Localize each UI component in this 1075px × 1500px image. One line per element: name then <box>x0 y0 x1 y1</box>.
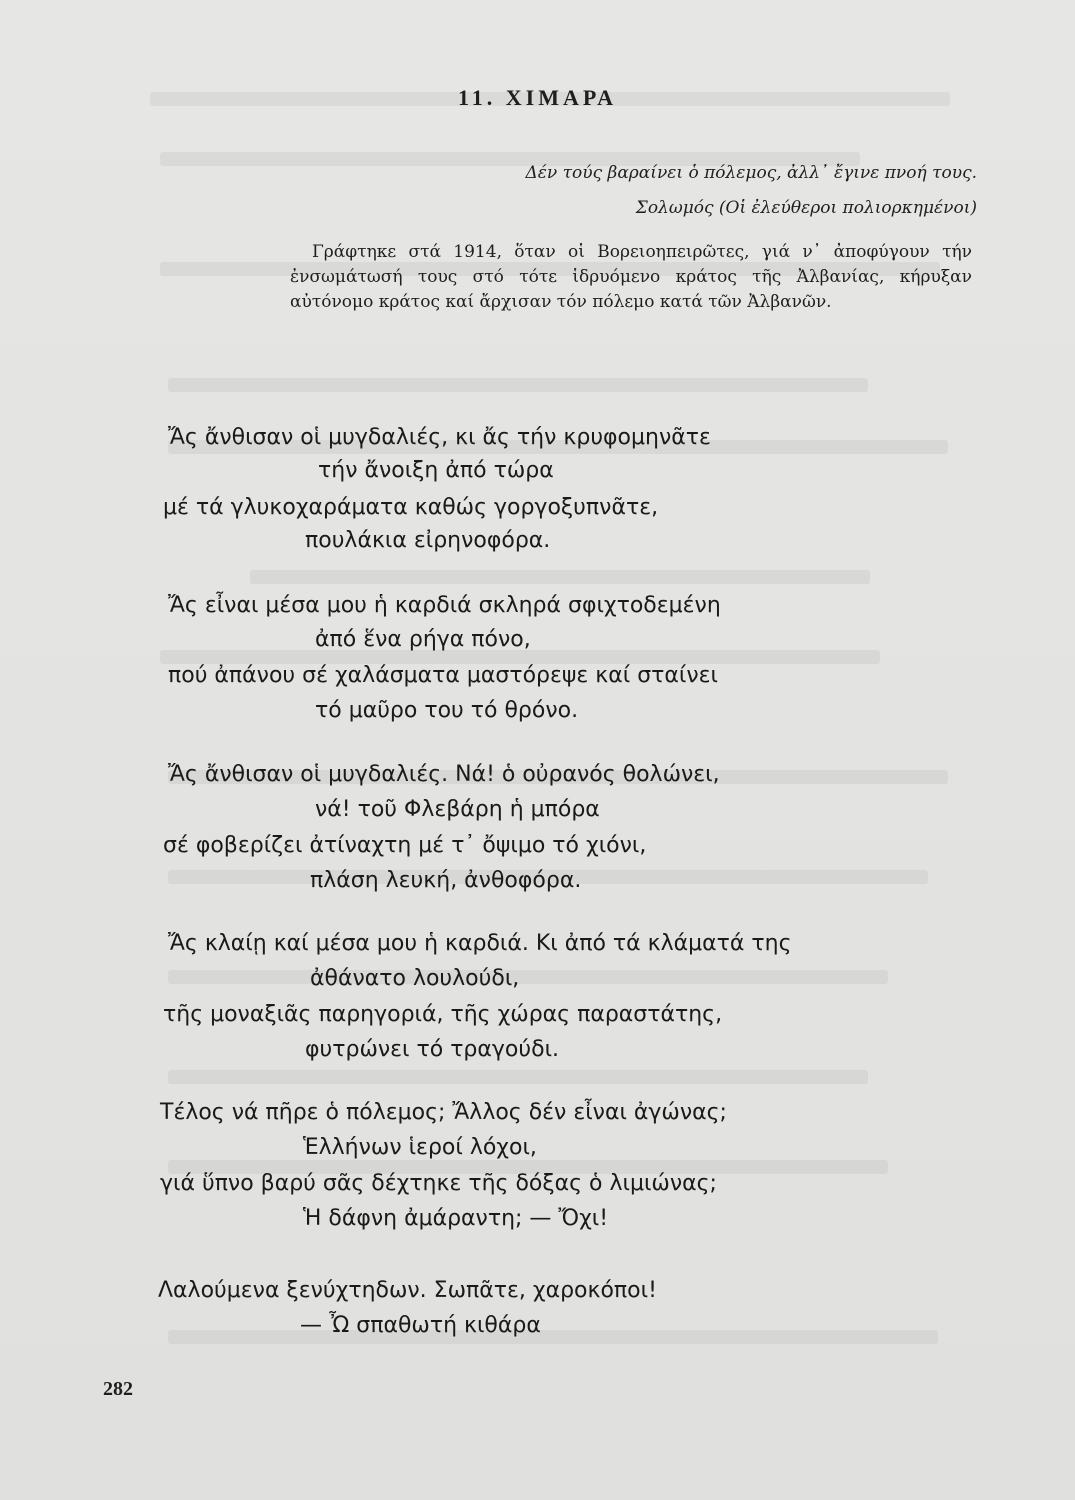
poem-line: — Ὦ σπαθωτή κιθάρα <box>300 1313 541 1338</box>
epigraph-source: Σολωμός (Οἱ ἐλεύθεροι πολιορκημένοι) <box>635 198 977 218</box>
poem-line: πουλάκια εἰρηνοφόρα. <box>305 528 551 553</box>
poem-line: τήν ἄνοιξη ἀπό τώρα <box>318 458 554 483</box>
poem-line: Ἡ δάφνη ἀμάραντη; — Ὄχι! <box>303 1206 609 1231</box>
chapter-title: ΧΙΜΑΡΑ <box>505 85 617 110</box>
poem-line: μέ τά γλυκοχαράματα καθώς γοργοξυπνᾶτε, <box>163 495 659 520</box>
poem-line: Ἑλλήνων ἱεροί λόχοι, <box>303 1135 537 1160</box>
chapter-number: 11. <box>458 85 497 110</box>
poem-line: Ἄς ἄνθισαν οἱ μυγδαλιές. Νά! ὁ οὐρανός θολώνει, <box>168 762 720 787</box>
poem-line: φυτρώνει τό τραγούδι. <box>305 1037 560 1062</box>
poem-line: Ἄς ἄνθισαν οἱ μυγδαλιές, κι ἄς τήν κρυφομηνᾶτε <box>168 425 711 450</box>
poem-line: τῆς μοναξιᾶς παρηγοριά, τῆς χώρας παραστάτης, <box>163 1002 723 1027</box>
poem-line: ἀπό ἕνα ρήγα πόνο, <box>315 627 531 652</box>
poem-line: Ἄς εἶναι μέσα μου ἡ καρδιά σκληρά σφιχτοδεμένη <box>168 593 721 618</box>
poem-line: Λαλούμενα ξενύχτηδων. Σωπᾶτε, χαροκόποι! <box>158 1278 657 1303</box>
poem-line: ἀθάνατο λουλούδι, <box>310 966 520 991</box>
poem-line: Τέλος νά πῆρε ὁ πόλεμος; Ἄλλος δέν εἶναι ἀγώνας; <box>160 1100 727 1125</box>
poem-line: τό μαῦρο του τό θρόνο. <box>315 698 579 723</box>
poem-line: νά! τοῦ Φλεβάρη ἡ μπόρα <box>315 797 600 822</box>
poem-line: πού ἀπάνου σέ χαλάσματα μαστόρεψε καί σταίνει <box>168 663 718 688</box>
poem-line: Ἄς κλαίῃ καί μέσα μου ἡ καρδιά. Κι ἀπό τά κλάματά της <box>168 931 792 956</box>
epigraph-quote: Δέν τούς βαραίνει ὁ πόλεμος, ἀλλ᾽ ἔγινε πνοή τους. <box>525 163 977 183</box>
page-number: 282 <box>103 1378 133 1400</box>
poem-line: πλάση λευκή, ἀνθοφόρα. <box>310 868 582 893</box>
editorial-note: Γράφτηκε στά 1914, ὅταν οἱ Βορειοηπειρῶτες, γιά ν᾽ ἀποφύγουν τήν ἐνσωμάτωσή τους στό τότε ἱδρυόμενο κράτος τῆς Ἀλβανίας, κήρυξαν αὐτόνομο κράτος καί ἄρχισαν τόν πόλεμο κατά τῶν Ἀλβανῶν. <box>290 242 972 312</box>
poem-line: σέ φοβερίζει ἀτίναχτη μέ τ᾽ ὄψιμο τό χιόνι, <box>163 833 647 858</box>
poem-line: γιά ὕπνο βαρύ σᾶς δέχτηκε τῆς δόξας ὁ λιμιώνας; <box>160 1171 717 1196</box>
